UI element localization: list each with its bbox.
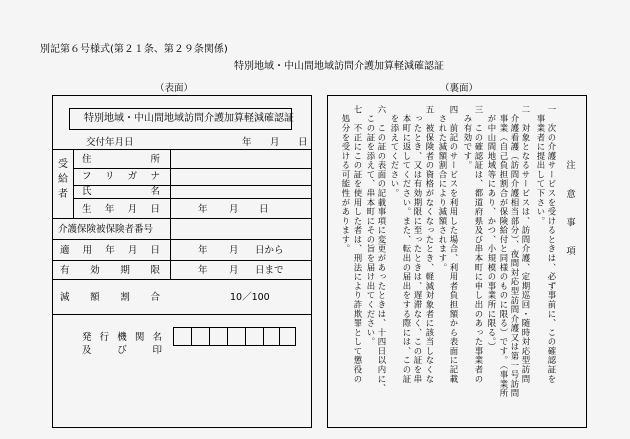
applicable-year: 年 xyxy=(198,245,208,256)
form-number: 別記第６号様式(第２１条、第２９条関係) xyxy=(40,44,228,55)
furigana-label: フ リ ガ ナ xyxy=(82,171,160,182)
birth-day: 日 xyxy=(259,204,269,215)
insured-number-field[interactable] xyxy=(171,219,311,238)
issue-date-month: 月 xyxy=(270,137,280,148)
note-line: ったとき、又は有効期限に至ったときは、遅滞なく、この証を串 xyxy=(413,105,423,384)
address-field[interactable] xyxy=(171,150,311,167)
card-title: 特別地域・中山間地域訪問介護加算軽減確認証 xyxy=(84,113,294,124)
note-line: 本町に返してください。また、転出の届出をする際には、この証 xyxy=(402,105,412,384)
note-line: 三 この確認証は、都道府県及び串本町に申し出のあった事業者の xyxy=(474,105,484,384)
issue-date-label: 交付年月日 xyxy=(86,137,134,148)
name-label: 氏 名 xyxy=(82,186,160,197)
note-line: 四 前記のサービスを利用した場合、利用者負担額から表面に記載 xyxy=(449,105,459,384)
birth-year: 年 xyxy=(198,204,208,215)
name-field[interactable] xyxy=(171,186,311,197)
note-line: み有効です。 xyxy=(463,105,473,171)
birth-month: 月 xyxy=(229,204,239,215)
issuer-label: 発 行 機 関 名 xyxy=(82,332,162,343)
note-line: 処分を受ける可能性があります。 xyxy=(341,105,351,254)
front-side-label: （表面） xyxy=(155,83,194,94)
note-line: 五 被保険者の資格がなくなったとき、軽減対象者に該当しなくな xyxy=(425,105,435,384)
note-line: 一 次の介護サービスを受けるときは、必ず事前に、この確認証を xyxy=(547,105,557,384)
note-line: 六 この証の表面の記載事項に変更があったときは、十四日以内に、 xyxy=(377,105,387,393)
notes-title: 注 意 事 項 xyxy=(564,160,575,261)
note-line: 事業者に提出して下さい。 xyxy=(536,105,546,226)
insured-number-label: 介護保険被保険者番号 xyxy=(58,224,154,235)
note-line: 七 不正にこの証を使用した者は、刑法により詐欺罪として懲役の xyxy=(353,105,363,384)
note-line: この証を添えて、串本町にその旨を届け出てください。 xyxy=(366,105,376,347)
valid-period-label: 有 効 期 限 xyxy=(60,265,160,276)
issue-date-day: 日 xyxy=(298,137,308,148)
birth-label: 生 年 月 日 xyxy=(82,204,160,215)
note-line: 事業（自己負担割合が保険給付と同様のものに限る）です。（事業所 xyxy=(499,105,509,399)
back-side-label: （裏面） xyxy=(440,83,479,94)
address-label: 住 所 xyxy=(82,154,160,165)
seal-label: 及 び 印 xyxy=(82,345,162,356)
page-title: 特別地域・中山間地域訪問介護加算軽減確認証 xyxy=(234,61,444,72)
note-line: が中山間地域等にあり、かつ、小規模の事業所に限る。） xyxy=(487,105,497,352)
note-line: を添えてください。 xyxy=(390,105,400,198)
reduction-ratio-value: 10／100 xyxy=(230,292,270,303)
valid-day: 日まで xyxy=(255,265,284,276)
valid-year: 年 xyxy=(198,265,208,276)
valid-month: 月 xyxy=(229,265,239,276)
issue-date-year: 年 xyxy=(242,137,252,148)
reduction-ratio-label: 減 額 割 合 xyxy=(60,292,160,303)
furigana-field[interactable] xyxy=(171,169,311,184)
note-line: 介護看護（訪問介護相当部分）、夜間対応型訪問介護又は第一号訪問 xyxy=(510,105,520,399)
applicable-day: 日から xyxy=(255,245,284,256)
applicable-month: 月 xyxy=(229,245,239,256)
recipient-label: 受 給 者 xyxy=(58,159,68,200)
note-line: された減額割合により減額されます。 xyxy=(438,105,448,273)
note-line: 二 対象となるサービスは、訪問介護、定期巡回・随時対応型訪問 xyxy=(521,105,531,384)
applicable-date-label: 適 用 年 月 日 xyxy=(60,245,160,256)
issuer-code-boxes[interactable] xyxy=(173,327,296,346)
